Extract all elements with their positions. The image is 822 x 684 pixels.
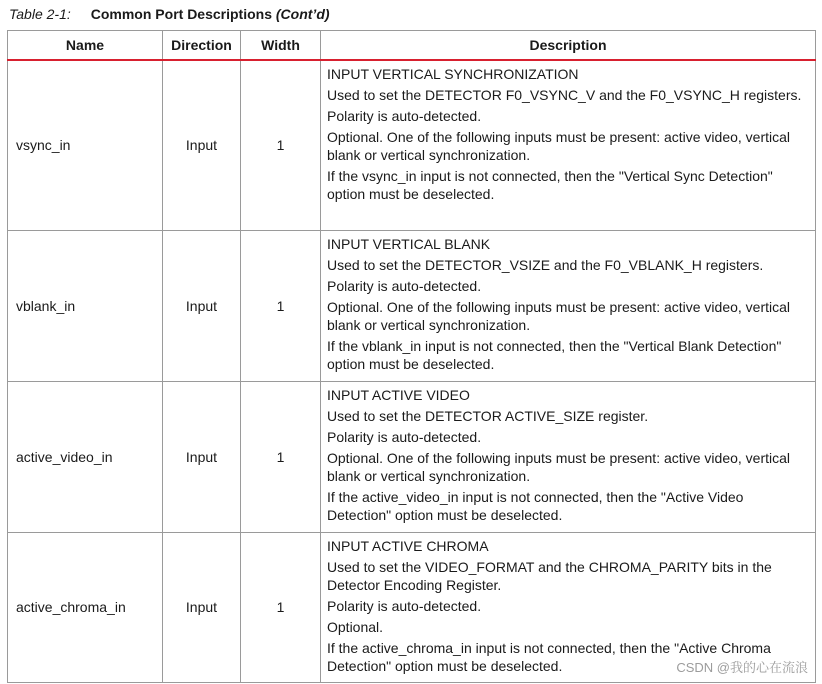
port-name: active_chroma_in [8, 532, 163, 682]
description-line: If the active_chroma_in input is not connected, then the "Active Chroma Detection" option must be deselected. [327, 639, 771, 674]
port-direction: Input [163, 532, 241, 682]
description-line: INPUT VERTICAL SYNCHRONIZATION [327, 66, 579, 82]
port-direction: Input [163, 381, 241, 532]
description-line: If the vsync_in input is not connected, then the "Vertical Sync Detection" option must be deselected. [327, 168, 773, 202]
description-line: INPUT ACTIVE CHROMA [327, 537, 489, 554]
port-width: 1 [241, 60, 321, 230]
description-line: Optional. One of the following inputs must be present: active video, vertical blank or vertical synchronization. [327, 449, 791, 484]
table-row [8, 60, 816, 230]
header-description: Description [321, 31, 816, 61]
description-line: If the active_video_in input is not connected, then the "Active Video Detection" option must be deselected. [327, 488, 744, 523]
port-description [321, 230, 816, 381]
port-width: 1 [241, 381, 321, 532]
header-direction: Direction [163, 31, 241, 61]
watermark: CSDN @我的心在流浪 [676, 660, 808, 675]
port-width: 1 [241, 532, 321, 682]
description-line: Optional. One of the following inputs must be present: active video, vertical blank or vertical synchronization. [327, 298, 791, 333]
port-description [321, 60, 816, 230]
port-direction: Input [163, 60, 241, 230]
description-line: Polarity is auto-detected. [327, 277, 482, 294]
description-line: Used to set the DETECTOR ACTIVE_SIZE register. [327, 407, 649, 424]
table-continued-label: (Cont’d) [275, 6, 330, 22]
table-title: Common Port Descriptions [90, 6, 272, 22]
description-line: Used to set the DETECTOR F0_VSYNC_V and the F0_VSYNC_H registers. [327, 87, 802, 103]
table-caption [9, 5, 330, 23]
table-header-row [8, 31, 816, 61]
description-line: Polarity is auto-detected. [327, 428, 482, 445]
port-name: active_video_in [8, 381, 163, 532]
table-row [8, 230, 816, 381]
header-name: Name [8, 31, 163, 61]
description-line: INPUT ACTIVE VIDEO [327, 386, 470, 403]
description-line: Used to set the DETECTOR_VSIZE and the F0_VBLANK_H registers. [327, 256, 764, 273]
description-line: Optional. [327, 618, 384, 635]
description-line: Optional. One of the following inputs must be present: active video, vertical blank or vertical synchronization. [327, 129, 791, 163]
table-row [8, 381, 816, 532]
port-description [321, 381, 816, 532]
port-name: vblank_in [8, 230, 163, 381]
description-line: If the vblank_in input is not connected, then the "Vertical Blank Detection" option must be deselected. [327, 337, 782, 372]
port-width: 1 [241, 230, 321, 381]
table-number: Table 2-1: [9, 6, 71, 22]
description-line: INPUT VERTICAL BLANK [327, 235, 491, 252]
header-width: Width [241, 31, 321, 61]
description-line: Polarity is auto-detected. [327, 108, 482, 124]
port-direction: Input [163, 230, 241, 381]
description-line: Polarity is auto-detected. [327, 597, 482, 614]
description-line: Used to set the VIDEO_FORMAT and the CHROMA_PARITY bits in the Detector Encoding Register. [327, 558, 772, 593]
port-name: vsync_in [8, 60, 163, 230]
port-descriptions-table [7, 30, 816, 683]
